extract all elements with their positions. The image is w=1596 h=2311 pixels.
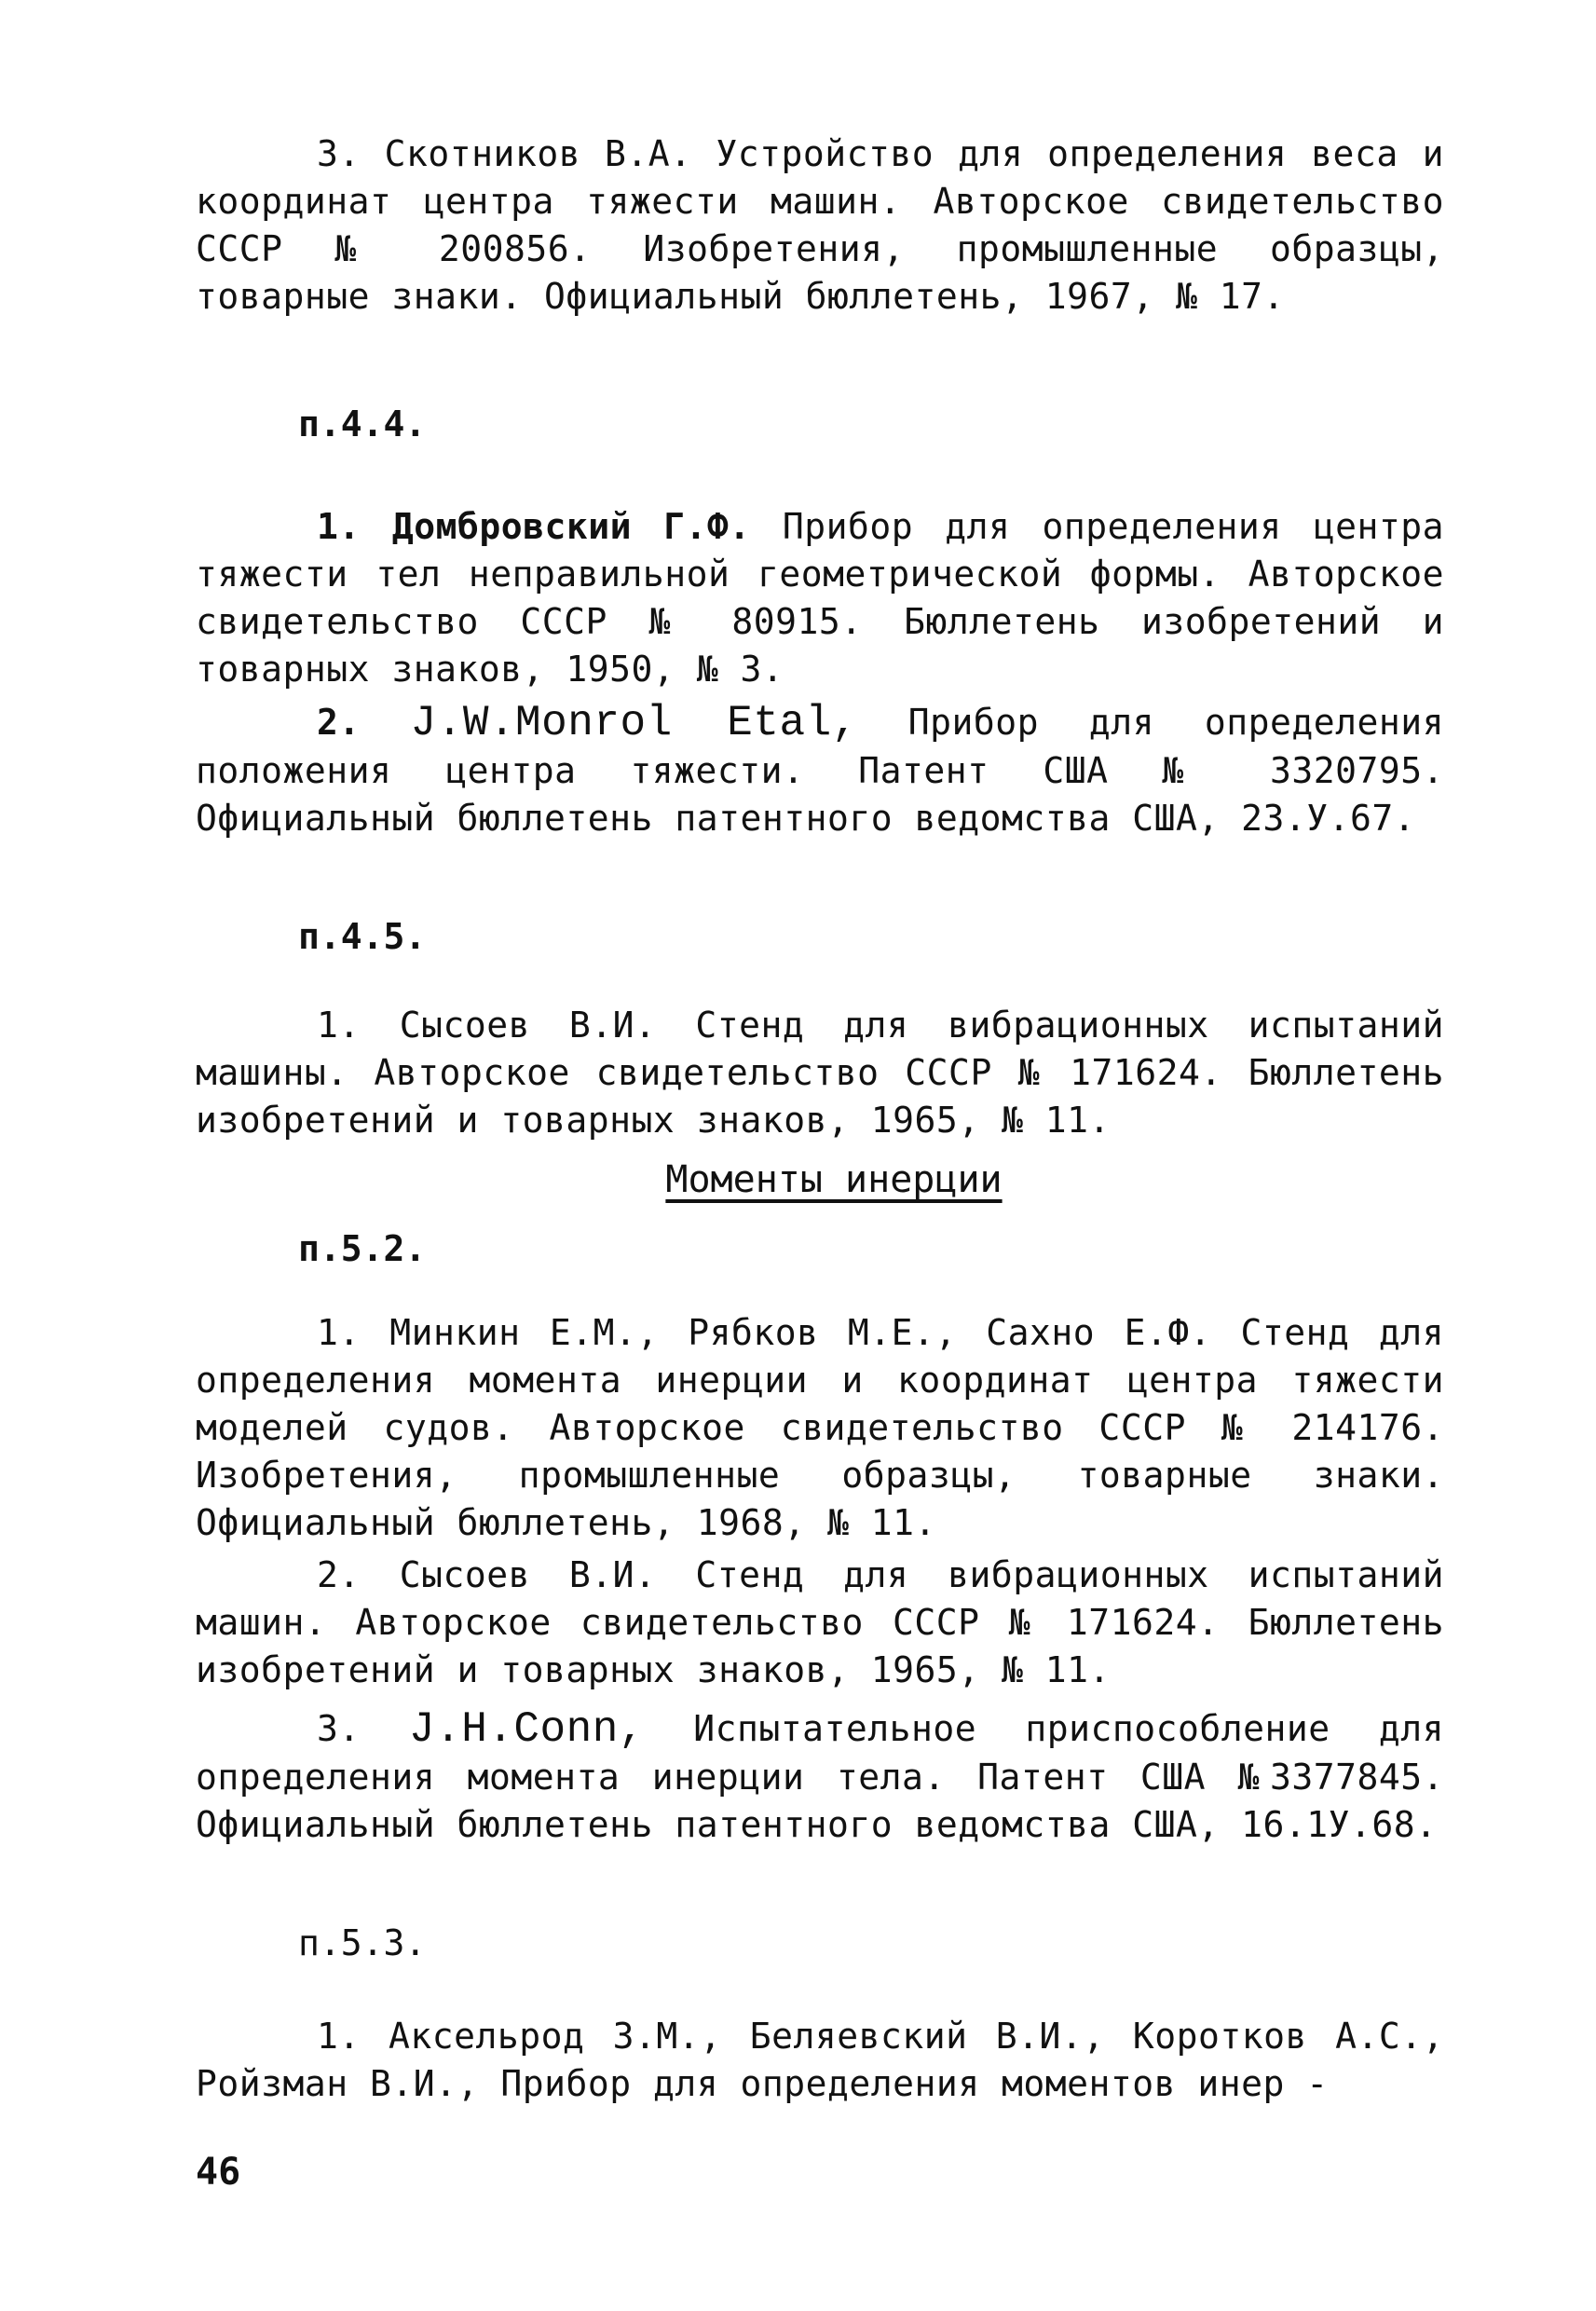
entry-number: 3. [317,133,361,174]
entry-text: Устройство для определения веса и координат центра тяжести машин. Авторское свидетельство СССР № 200856. Изобретения, промышленные образцы, товарные знаки. Официальный бюллетень, 1967, № 17. [196,133,1444,317]
entry-number: 1. [317,1312,361,1353]
entry-number: 2. [317,702,361,743]
entry-authors: Скотников В.А. [384,133,692,174]
entry-text: Прибор для определения положения центра тяжести. Патент США № 3320795. Официальный бюллетень патентного ведомства США, 23.У.67. [196,702,1444,839]
entry-text: Испытательное приспособление для определения момента инерции тела. Патент США №3377845. Официальный бюллетень патентного ведомства США, 16.1У.68. [196,1708,1444,1845]
reference-entry [196,1002,1444,1144]
section-label: п.4.4. [298,403,427,444]
entry-authors: J.H.Conn, [409,1705,645,1754]
section-label: п.4.5. [298,916,427,957]
entry-authors: Сысоев В.И. [399,1005,657,1046]
entry-number: 1. [317,506,361,547]
entry-text: Прибор для определения моментов инер - [500,2063,1329,2104]
entry-number: 2. [317,1554,361,1595]
entry-authors: Аксельрод З.М., Беляевский В.И., Коротков А.С., Ройзман В.И., [196,2016,1444,2104]
reference-entry [196,1552,1444,1694]
entry-text: Стенд для вибрационных испытаний машин. Авторское свидетельство СССР № 171624. Бюллетень изобретений и товарных знаков, 1965, № 11. [196,1554,1444,1690]
section-label: п.5.3. [298,1922,427,1963]
entry-number: 1. [317,1005,361,1046]
reference-entry [196,1705,1444,1849]
entry-authors: J.W.Monrol Etal, [410,699,858,747]
page-number: 46 [196,2151,241,2194]
reference-entry [196,1309,1444,1547]
section-label: п.5.2. [298,1228,427,1269]
reference-entry [196,130,1444,321]
reference-entry [196,2013,1444,2108]
document-page [196,130,1444,2208]
reference-entry [196,699,1444,842]
entry-text: Прибор для определения центра тяжести тел неправильной геометрической формы. Авторское свидетельство СССР № 80915. Бюллетень изобретений и товарных знаков, 1950, № 3. [196,506,1444,690]
entry-number: 1. [317,2016,361,2057]
entry-text: Стенд для вибрационных испытаний машины. Авторское свидетельство СССР № 171624. Бюллетень изобретений и товарных знаков, 1965, № 11. [196,1005,1444,1141]
entry-authors: Минкин Е.М., Рябков М.Е., Сахно Е.Ф. [389,1312,1212,1353]
entry-text: Стенд для определения момента инерции и координат центра тяжести моделей судов. Авторское свидетельство СССР № 214176. Изобретения, промышленные образцы, товарные знаки. Официальный бюллетень, 1968, № 11. [196,1312,1444,1543]
reference-entry [196,503,1444,693]
entry-number: 3. [317,1708,361,1749]
entry-authors: Домбровский Г.Ф. [391,506,751,547]
section-heading-text: Моменты инерции [665,1158,1003,1201]
entry-authors: Сысоев В.И. [399,1554,657,1595]
section-heading [196,1156,1444,1204]
